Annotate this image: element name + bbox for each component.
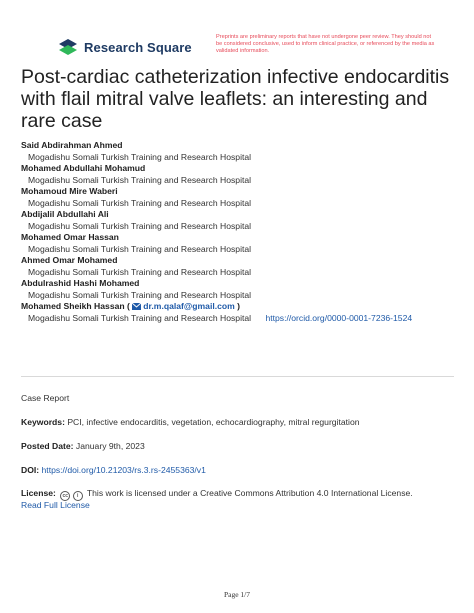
author-name: Mohamed Sheikh Hassan: [21, 301, 125, 311]
doi-link[interactable]: https://doi.org/10.21203/rs.3.rs-2455363/v1: [41, 465, 206, 475]
section-divider: [21, 376, 454, 377]
article-type: Case Report: [21, 393, 70, 403]
research-square-logo-icon: [57, 38, 79, 56]
author-name: Said Abdirahman Ahmed: [21, 140, 123, 150]
attribution-icon: i: [73, 491, 83, 501]
corresponding-author-line: [21, 301, 461, 312]
author-affiliation: Mogadishu Somali Turkish Training and Research Hospital: [28, 313, 252, 323]
author-name: Ahmed Omar Mohamed: [21, 255, 118, 265]
license-label: License:: [21, 488, 56, 498]
doi-label: DOI:: [21, 465, 40, 475]
posted-date-row: [21, 440, 461, 452]
author-entry: [21, 278, 461, 301]
read-full-license-link[interactable]: Read Full License: [21, 500, 90, 510]
author-name: Mohamed Abdullahi Mohamud: [21, 163, 146, 173]
author-entry: [21, 163, 461, 186]
author-affiliation-row: [28, 312, 461, 324]
author-name: Abdijalil Abdullahi Ali: [21, 209, 109, 219]
author-affiliation: Mogadishu Somali Turkish Training and Research Hospital: [28, 244, 252, 254]
logo-text: Research Square: [84, 39, 192, 55]
posted-date-label: Posted Date:: [21, 441, 74, 451]
cc-icon: cc: [60, 491, 70, 501]
keywords-value: PCI, infective endocarditis, vegetation, echocardiography, mitral regurgitation: [67, 417, 360, 427]
author-affiliation: Mogadishu Somali Turkish Training and Research Hospital: [28, 290, 252, 300]
email-close-paren: ): [237, 301, 241, 311]
author-affiliation: Mogadishu Somali Turkish Training and Research Hospital: [28, 198, 252, 208]
keywords-row: [21, 416, 461, 428]
author-entry: [21, 255, 461, 278]
author-affiliation: Mogadishu Somali Turkish Training and Research Hospital: [28, 267, 252, 277]
author-entry: [21, 232, 461, 255]
doi-row: [21, 464, 461, 476]
paper-title: Post-cardiac catheterization infective endocarditis with flail mitral valve leaflets: an interesting and rare case: [21, 66, 450, 132]
preprint-notice: Preprints are preliminary reports that have not undergone peer review. They should not be considered conclusive, used to inform clinical practice, or referenced by the media as validated information.: [216, 34, 435, 54]
author-affiliation: Mogadishu Somali Turkish Training and Research Hospital: [28, 175, 252, 185]
envelope-icon: [132, 303, 141, 310]
email-address: dr.m.qalaf@gmail.com: [143, 301, 235, 311]
keywords-label: Keywords:: [21, 417, 65, 427]
author-name: Mohamed Omar Hassan: [21, 232, 119, 242]
author-affiliation: Mogadishu Somali Turkish Training and Research Hospital: [28, 221, 252, 231]
posted-date-value: January 9th, 2023: [75, 441, 145, 451]
author-name: Abdulrashid Hashi Mohamed: [21, 278, 140, 288]
author-list: [21, 140, 461, 324]
orcid-link[interactable]: https://orcid.org/0000-0001-7236-1524: [265, 313, 413, 323]
author-affiliation: Mogadishu Somali Turkish Training and Research Hospital: [28, 152, 252, 162]
author-entry-corresponding: [21, 301, 461, 324]
author-name: Mohamoud Mire Waberi: [21, 186, 118, 196]
author-entry: [21, 186, 461, 209]
license-text: This work is licensed under a Creative Commons Attribution 4.0 International License.: [86, 488, 413, 498]
email-open-paren: (: [127, 301, 130, 311]
email-link[interactable]: [132, 301, 234, 311]
author-entry: [21, 209, 461, 232]
page-number: Page 1/7: [223, 590, 251, 599]
research-square-logo[interactable]: [57, 38, 192, 56]
author-entry: [21, 140, 461, 163]
page-header: [0, 0, 474, 60]
